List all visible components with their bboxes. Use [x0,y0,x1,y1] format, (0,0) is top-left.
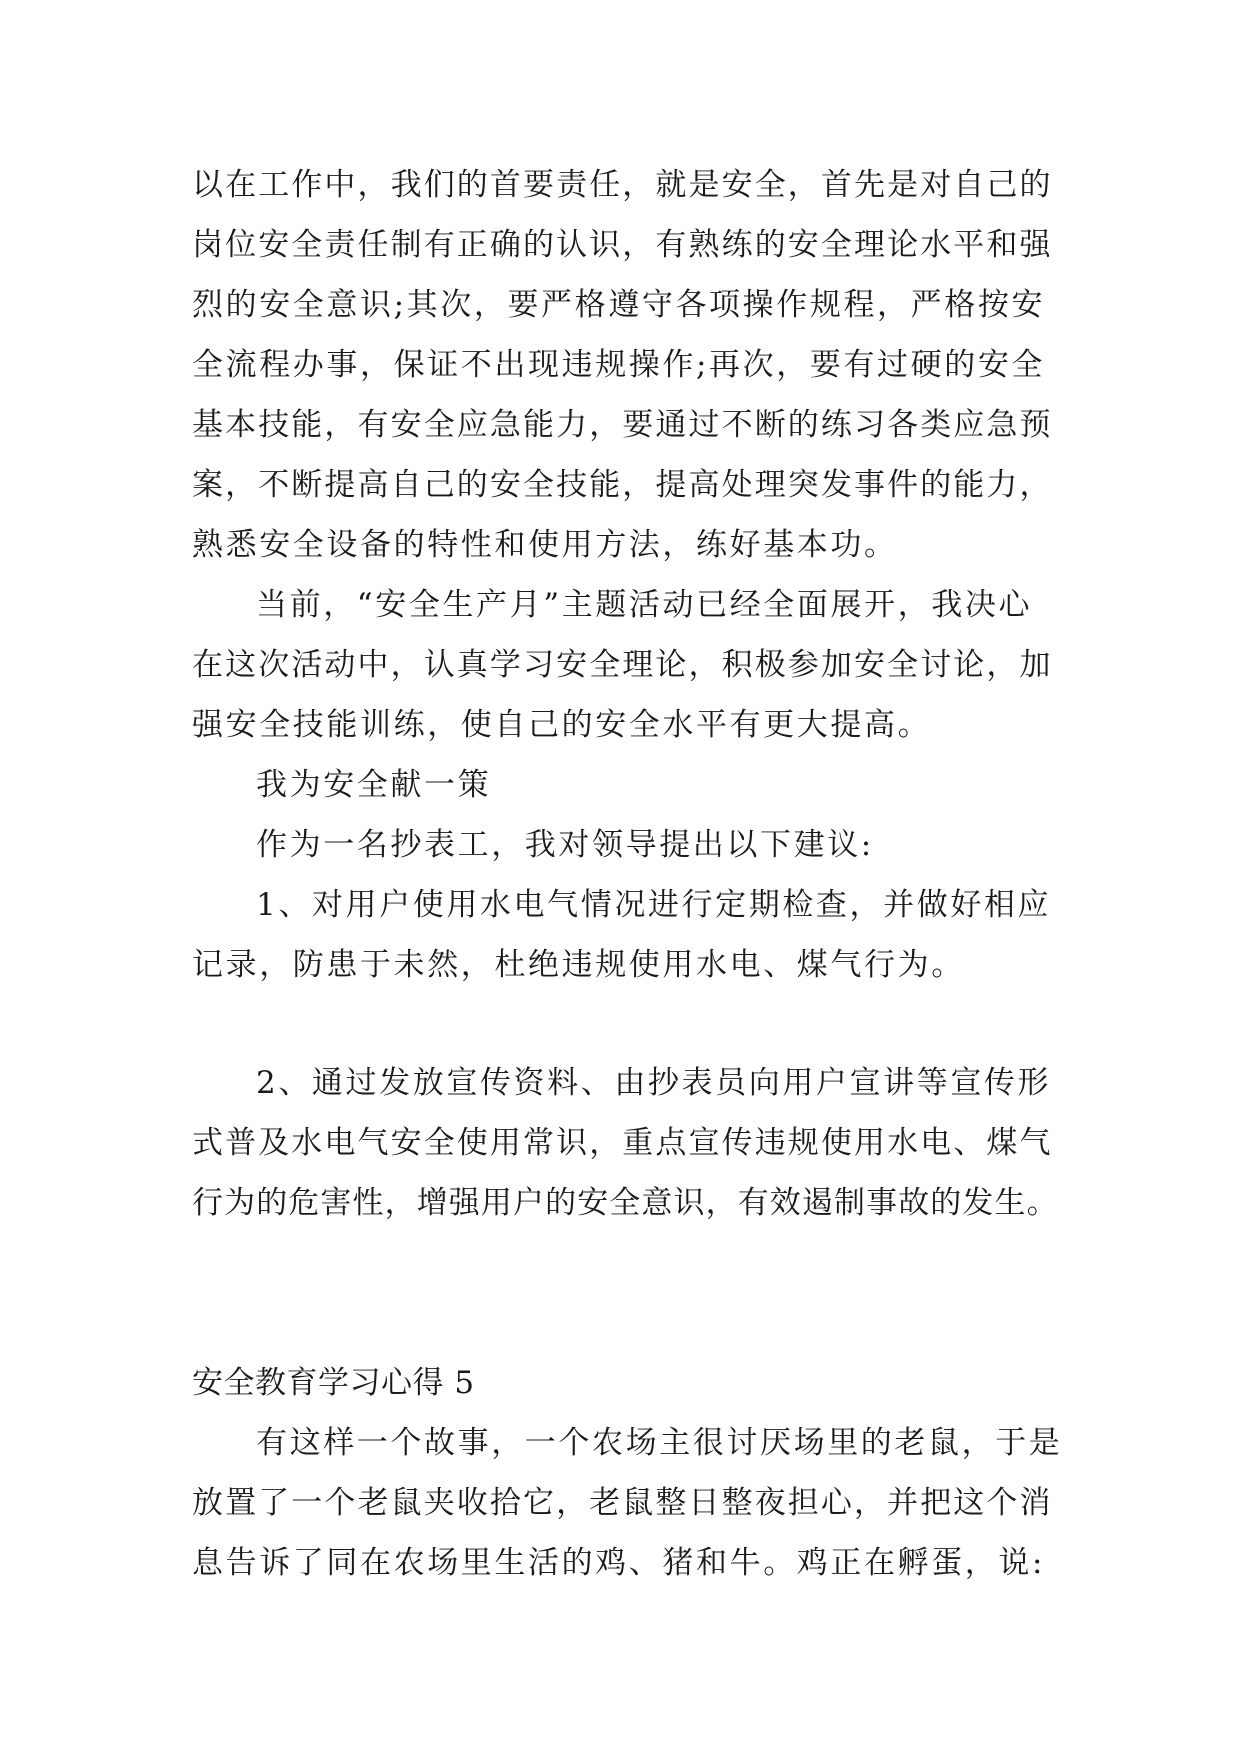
list-item-first-line: 1、对用户使用水电气情况进行定期检查，并做好相应 [256,887,1052,923]
body-text-line: 行为的危害性，增强用户的安全意识，有效遏制事故的发生。 [192,1185,1059,1221]
body-text-line: 记录，防患于未然，杜绝违规使用水电、煤气行为。 [192,947,965,983]
section-subtitle: 我为安全献一策 [256,767,492,803]
body-text-line: 基本技能，有安全应急能力，要通过不断的练习各类应急预 [192,407,1053,443]
body-text-line: 以在工作中，我们的首要责任，就是安全，首先是对自己的 [192,167,1053,203]
body-text-line: 式普及水电气安全使用常识，重点宣传违规使用水电、煤气 [192,1125,1053,1161]
body-text-line: 强安全技能训练，使自己的安全水平有更大提高。 [192,707,932,743]
body-text-line: 烈的安全意识;其次，要严格遵守各项操作规程，严格按安 [192,287,1046,323]
paragraph-first-line: 作为一名抄表工，我对领导提出以下建议: [256,827,874,863]
paragraph-first-line: 当前，“安全生产月”主题活动已经全面展开，我决心 [256,587,1033,623]
body-text-line: 息告诉了同在农场里生活的鸡、猪和牛。鸡正在孵蛋，说: [192,1545,1046,1581]
list-item-first-line: 2、通过发放宣传资料、由抄表员向用户宣讲等宣传形 [256,1065,1052,1101]
section-heading: 安全教育学习心得 5 [192,1365,475,1401]
body-text-line: 在这次活动中，认真学习安全理论，积极参加安全讨论，加 [192,647,1053,683]
body-text-line: 熟悉安全设备的特性和使用方法，练好基本功。 [192,527,898,563]
paragraph-first-line: 有这样一个故事，一个农场主很讨厌场里的老鼠，于是 [256,1425,1063,1461]
body-text-line: 案，不断提高自己的安全技能，提高处理突发事件的能力， [192,467,1053,503]
body-text-line: 放置了一个老鼠夹收拾它，老鼠整日整夜担心，并把这个消 [192,1485,1053,1521]
body-text-line: 岗位安全责任制有正确的认识，有熟练的安全理论水平和强 [192,227,1053,263]
body-text-line: 全流程办事，保证不出现违规操作;再次，要有过硬的安全 [192,347,1046,383]
